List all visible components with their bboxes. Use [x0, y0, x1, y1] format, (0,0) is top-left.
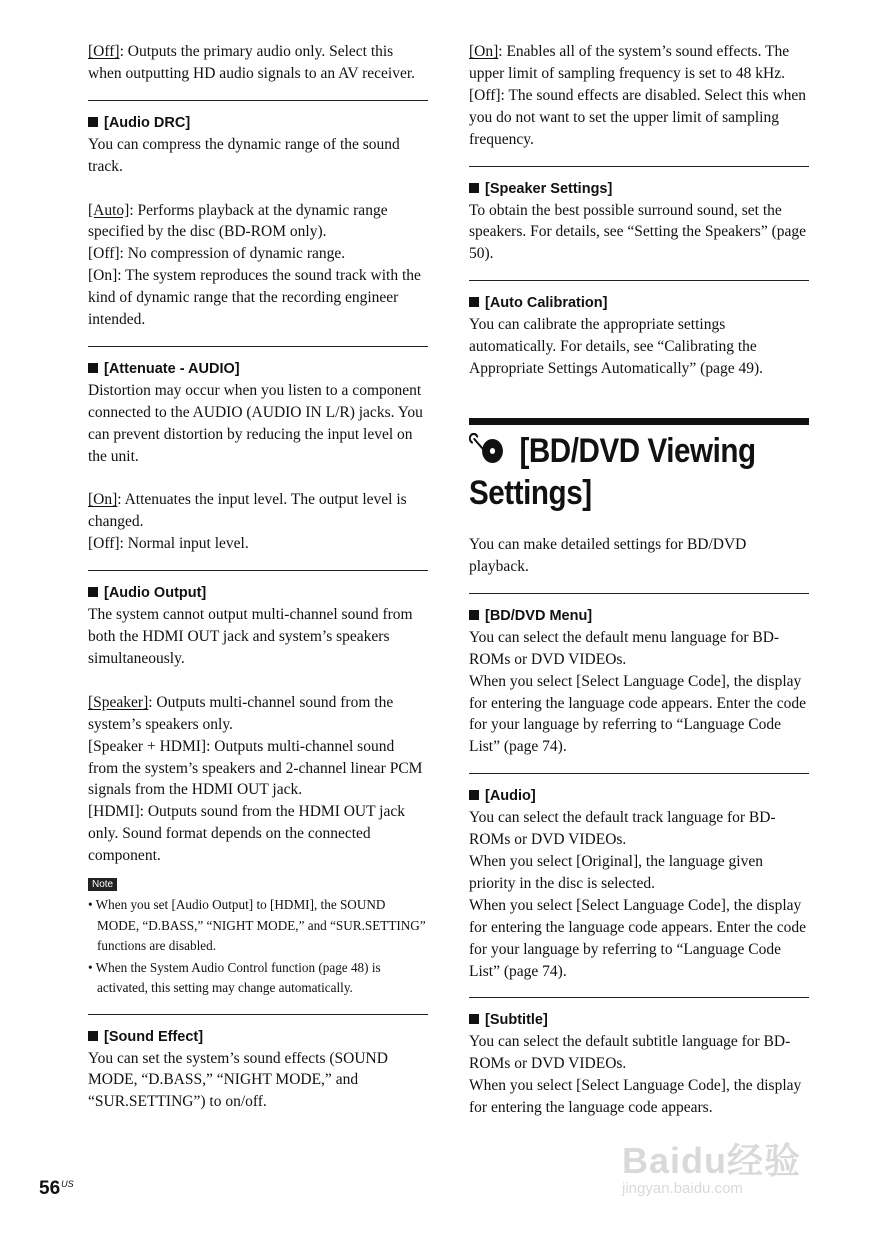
audio-output-speaker: [Speaker]: Outputs multi-channel sound from the system’s speakers only.: [88, 693, 394, 733]
sound-effect-heading: [Sound Effect]: [88, 1026, 428, 1048]
section-divider: [88, 100, 428, 101]
settings-disc-icon: [469, 433, 514, 463]
section-divider: [88, 1014, 428, 1015]
square-bullet-icon: [88, 117, 98, 127]
section-divider: [469, 997, 809, 998]
watermark: [622, 1133, 822, 1213]
bd-dvd-menu-body: When you select [Select Language Code], the display for entering the language code appears. Enter the code for your language by referring to “Language Code List” (page 74).: [469, 672, 806, 756]
section-title-bar: [469, 418, 809, 425]
section-intro: You can make detailed settings for BD/DVD playback.: [469, 535, 747, 575]
square-bullet-icon: [469, 183, 479, 193]
watermark-brand: Baidu经验: [622, 1140, 802, 1181]
audio-body: When you select [Original], the language given priority in the disc is selected.: [469, 853, 763, 892]
left-column: [88, 41, 428, 1113]
audio-off-description: [Off]: Outputs the primary audio only. Select this when outputting HD audio signals to an AV receiver.: [88, 43, 416, 82]
audio-drc-on: [On]: The system reproduces the sound track with the kind of dynamic range that the recording engineer intended.: [88, 267, 421, 329]
right-column: [469, 41, 809, 1119]
attenuate-off: [Off]: Normal input level.: [88, 535, 249, 553]
attenuate-intro: Distortion may occur when you listen to a component connected to the AUDIO (AUDIO IN L/R) jacks. You can prevent distortion by reducing the input level on the unit.: [88, 381, 423, 465]
audio-drc-intro: You can compress the dynamic range of the sound track.: [88, 135, 400, 175]
square-bullet-icon: [88, 363, 98, 373]
square-bullet-icon: [469, 610, 479, 620]
subtitle-heading: [Subtitle]: [469, 1009, 809, 1031]
sound-effect-intro: You can set the system’s sound effects (SOUND MODE, “D.BASS,” “NIGHT MODE,” and “SUR.SETTING”) to on/off.: [88, 1049, 388, 1111]
sound-effect-on: [On]: Enables all of the system’s sound effects. The upper limit of sampling frequency is set to 48 kHz.: [469, 43, 790, 82]
audio-drc-heading: [Audio DRC]: [88, 112, 428, 134]
square-bullet-icon: [88, 1031, 98, 1041]
attenuate-on: [On]: Attenuates the input level. The output level is changed.: [88, 491, 407, 531]
subtitle-body: When you select [Select Language Code], the display for entering the language code appears.: [469, 1077, 802, 1117]
note-label: Note: [88, 878, 117, 891]
audio-output-hdmi: [HDMI]: Outputs sound from the HDMI OUT jack only. Sound format depends on the connected component.: [88, 803, 405, 865]
section-divider: [469, 773, 809, 774]
section-divider: [88, 346, 428, 347]
speaker-settings-body: To obtain the best possible surround sound, set the speakers. For details, see “Setting the Speakers” (page 50).: [469, 201, 807, 263]
audio-body: You can select the default track language for BD-ROMs or DVD VIDEOs.: [469, 809, 776, 849]
square-bullet-icon: [469, 790, 479, 800]
section-divider: [469, 166, 809, 167]
speaker-settings-heading: [Speaker Settings]: [469, 178, 809, 200]
square-bullet-icon: [469, 1014, 479, 1024]
section-divider: [469, 593, 809, 594]
audio-body: When you select [Select Language Code], the display for entering the language code appears. Enter the code for your language by referring to “Language Code List” (page 74).: [469, 896, 806, 980]
note-item: • When the System Audio Control function (page 48) is activated, this setting may change automatically.: [88, 959, 381, 996]
audio-output-intro: The system cannot output multi-channel sound from both the HDMI OUT jack and system’s speakers simultaneously.: [88, 606, 413, 667]
audio-heading: [Audio]: [469, 785, 809, 807]
section-title: [BD/DVD Viewing Settings]: [469, 431, 756, 512]
bd-dvd-menu-body: You can select the default menu language for BD-ROMs or DVD VIDEOs.: [469, 628, 780, 668]
audio-output-speaker-hdmi: [Speaker + HDMI]: Outputs multi-channel sound from the system’s speakers and 2-channel linear PCM signals from the HDMI OUT jack.: [88, 737, 423, 799]
audio-drc-auto: [Auto]: Performs playback at the dynamic range specified by the disc (BD-ROM only).: [88, 201, 388, 241]
bd-dvd-menu-heading: [BD/DVD Menu]: [469, 605, 809, 627]
square-bullet-icon: [469, 297, 479, 307]
page-number: $56^{US}$: [39, 1178, 74, 1199]
attenuate-heading: [Attenuate - AUDIO]: [88, 358, 428, 380]
section-divider: [469, 280, 809, 281]
audio-output-heading: [Audio Output]: [88, 582, 428, 604]
sound-effect-off: [Off]: The sound effects are disabled. Select this when you do not want to set the upper limit of sampling frequency.: [469, 86, 807, 148]
auto-calibration-heading: [Auto Calibration]: [469, 292, 809, 314]
auto-calibration-body: You can calibrate the appropriate settings automatically. For details, see “Calibrating the Appropriate Settings Automatically” (page 49).: [469, 316, 763, 378]
watermark-url: jingyan.baidu.com: [622, 1180, 743, 1197]
audio-drc-off: [Off]: No compression of dynamic range.: [88, 245, 346, 263]
note-item: • When you set [Audio Output] to [HDMI], the SOUND MODE, “D.BASS,” “NIGHT MODE,” and “SUR.SETTING” functions are disabled.: [88, 897, 426, 954]
square-bullet-icon: [88, 587, 98, 597]
subtitle-body: You can select the default subtitle language for BD-ROMs or DVD VIDEOs.: [469, 1033, 791, 1073]
section-divider: [88, 570, 428, 571]
